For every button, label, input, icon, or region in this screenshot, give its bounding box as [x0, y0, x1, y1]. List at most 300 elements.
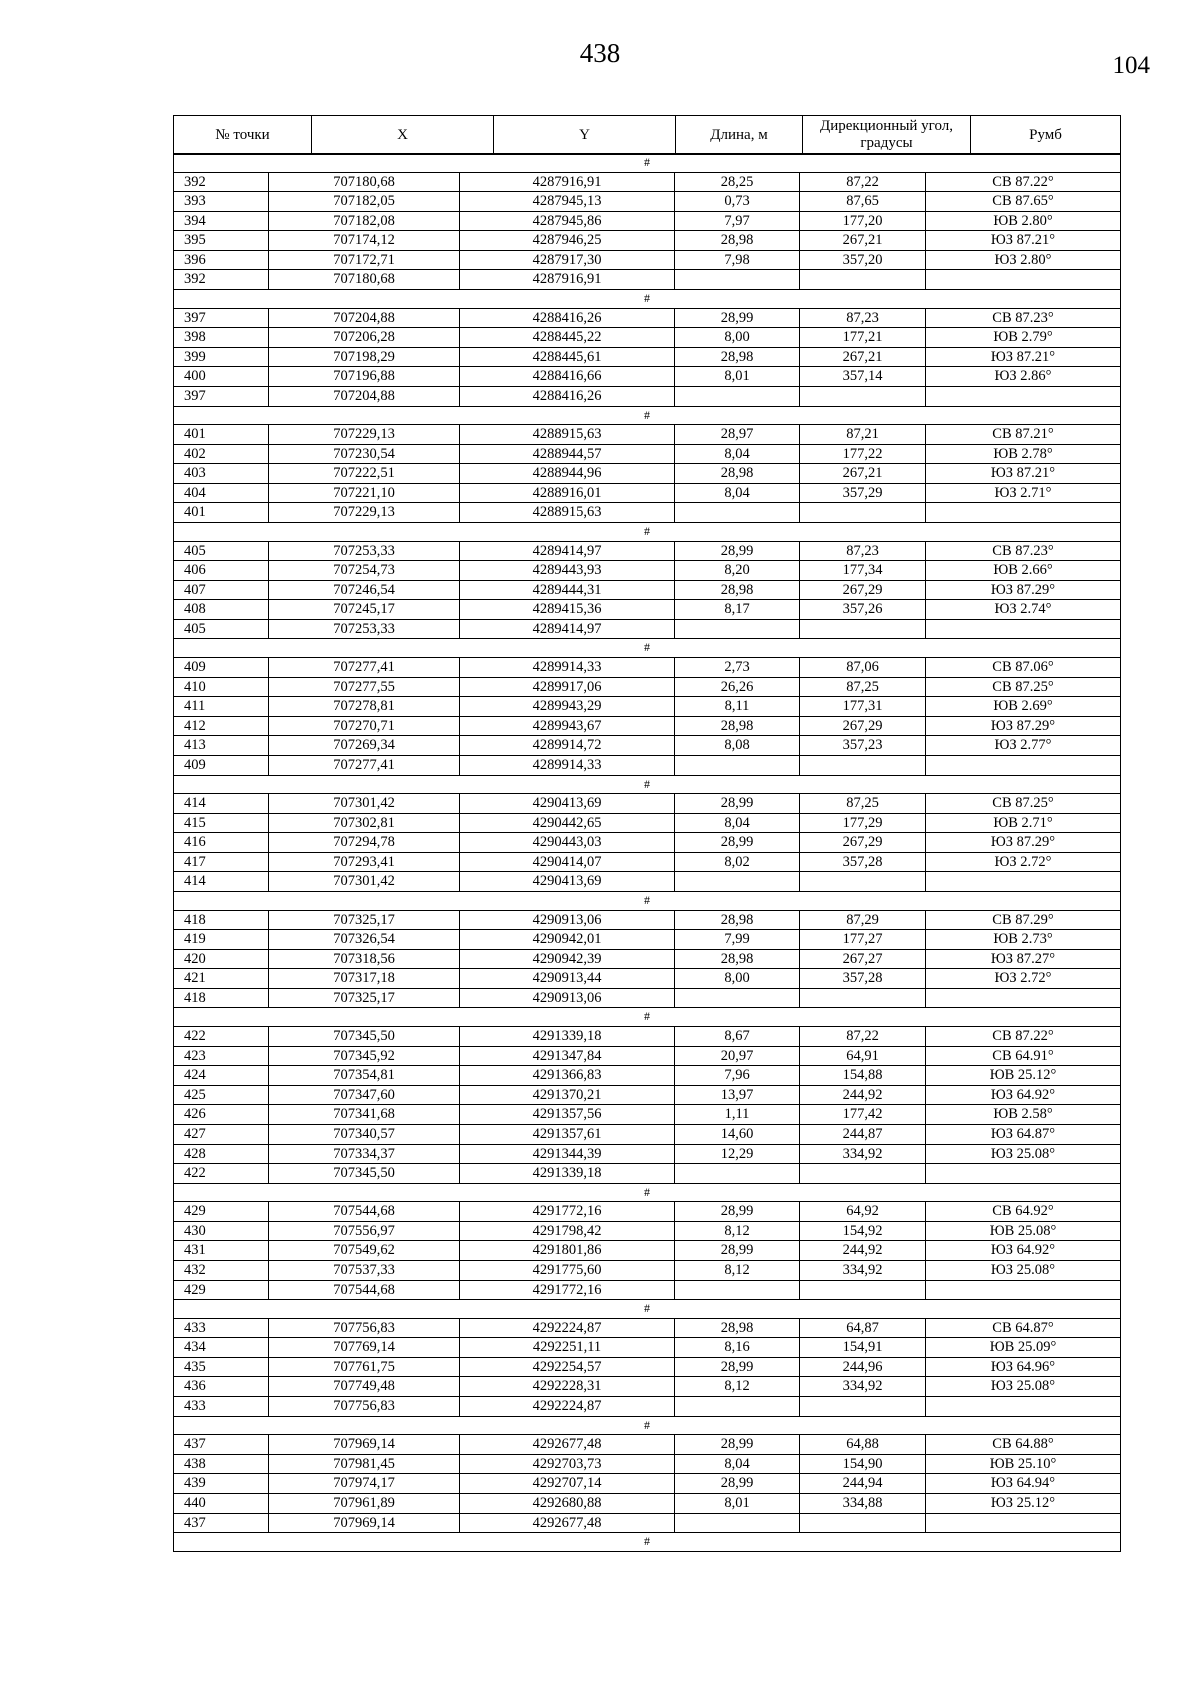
cell-length: 28,99 — [675, 1202, 800, 1222]
cell-point-number: 394 — [174, 211, 269, 231]
group-separator-row — [174, 892, 1121, 911]
group-separator-row — [174, 154, 1121, 173]
cell-point-number: 423 — [174, 1046, 269, 1066]
group-separator-row — [174, 290, 1121, 309]
cell-length: 8,01 — [675, 367, 800, 387]
cell-point-number: 419 — [174, 930, 269, 950]
cell-rumb: ЮВ 25.08° — [926, 1221, 1121, 1241]
cell-y-coordinate: 4291772,16 — [460, 1202, 675, 1222]
header-x: X — [312, 116, 494, 155]
cell-y-coordinate: 4289914,33 — [460, 755, 675, 775]
group-separator: # — [174, 892, 1121, 911]
cell-point-number: 438 — [174, 1454, 269, 1474]
cell-length: 2,73 — [675, 657, 800, 677]
cell-direction-angle: 87,22 — [800, 172, 926, 192]
cell-rumb: СВ 87.29° — [926, 910, 1121, 930]
cell-direction-angle — [800, 1513, 926, 1533]
cell-rumb — [926, 1397, 1121, 1417]
cell-y-coordinate: 4289914,33 — [460, 657, 675, 677]
cell-point-number: 407 — [174, 580, 269, 600]
cell-x-coordinate: 707204,88 — [269, 308, 460, 328]
cell-y-coordinate: 4289914,72 — [460, 736, 675, 756]
cell-direction-angle — [800, 386, 926, 406]
cell-x-coordinate: 707293,41 — [269, 852, 460, 872]
cell-point-number: 418 — [174, 988, 269, 1008]
cell-direction-angle — [800, 1280, 926, 1300]
cell-direction-angle — [800, 270, 926, 290]
cell-y-coordinate: 4291344,39 — [460, 1144, 675, 1164]
cell-x-coordinate: 707270,71 — [269, 716, 460, 736]
cell-x-coordinate: 707198,29 — [269, 347, 460, 367]
cell-length: 8,67 — [675, 1026, 800, 1046]
cell-rumb — [926, 1164, 1121, 1184]
cell-x-coordinate: 707277,55 — [269, 677, 460, 697]
cell-x-coordinate: 707301,42 — [269, 872, 460, 892]
group-separator-row — [174, 1008, 1121, 1027]
cell-direction-angle: 244,94 — [800, 1474, 926, 1494]
cell-direction-angle: 154,88 — [800, 1066, 926, 1086]
cell-direction-angle: 87,29 — [800, 910, 926, 930]
table-row — [174, 755, 1121, 775]
cell-x-coordinate: 707756,83 — [269, 1397, 460, 1417]
cell-length: 28,98 — [675, 716, 800, 736]
cell-y-coordinate: 4289443,93 — [460, 561, 675, 581]
table-row — [174, 1241, 1121, 1261]
cell-y-coordinate: 4292224,87 — [460, 1318, 675, 1338]
table-row — [174, 1454, 1121, 1474]
cell-length: 8,00 — [675, 969, 800, 989]
cell-point-number: 405 — [174, 541, 269, 561]
cell-y-coordinate: 4289414,97 — [460, 619, 675, 639]
cell-point-number: 414 — [174, 872, 269, 892]
table-row — [174, 697, 1121, 717]
cell-point-number: 440 — [174, 1493, 269, 1513]
cell-y-coordinate: 4290413,69 — [460, 872, 675, 892]
cell-rumb: ЮВ 2.78° — [926, 444, 1121, 464]
table-row — [174, 1105, 1121, 1125]
cell-length — [675, 1164, 800, 1184]
cell-y-coordinate: 4290442,65 — [460, 813, 675, 833]
cell-x-coordinate: 707302,81 — [269, 813, 460, 833]
cell-y-coordinate: 4288416,66 — [460, 367, 675, 387]
cell-point-number: 409 — [174, 657, 269, 677]
cell-y-coordinate: 4288944,57 — [460, 444, 675, 464]
cell-x-coordinate: 707325,17 — [269, 910, 460, 930]
cell-point-number: 429 — [174, 1280, 269, 1300]
coordinates-table-header — [173, 115, 1121, 155]
cell-y-coordinate: 4287945,13 — [460, 192, 675, 212]
cell-length: 28,98 — [675, 1318, 800, 1338]
cell-direction-angle — [800, 1397, 926, 1417]
table-row — [174, 1357, 1121, 1377]
cell-point-number: 437 — [174, 1513, 269, 1533]
table-row — [174, 677, 1121, 697]
cell-point-number: 422 — [174, 1026, 269, 1046]
cell-direction-angle: 357,28 — [800, 852, 926, 872]
cell-x-coordinate: 707229,13 — [269, 425, 460, 445]
cell-length: 8,02 — [675, 852, 800, 872]
cell-x-coordinate: 707180,68 — [269, 172, 460, 192]
cell-point-number: 406 — [174, 561, 269, 581]
cell-direction-angle: 267,21 — [800, 347, 926, 367]
cell-y-coordinate: 4291801,86 — [460, 1241, 675, 1261]
cell-x-coordinate: 707969,14 — [269, 1435, 460, 1455]
cell-direction-angle: 177,21 — [800, 328, 926, 348]
cell-direction-angle: 154,92 — [800, 1221, 926, 1241]
cell-point-number: 395 — [174, 231, 269, 251]
group-separator: # — [174, 154, 1121, 173]
cell-rumb: ЮЗ 2.72° — [926, 969, 1121, 989]
cell-y-coordinate: 4289444,31 — [460, 580, 675, 600]
table-row — [174, 872, 1121, 892]
cell-point-number: 424 — [174, 1066, 269, 1086]
cell-direction-angle: 334,92 — [800, 1377, 926, 1397]
page-number-top: 438 — [579, 38, 621, 68]
cell-direction-angle: 177,31 — [800, 697, 926, 717]
cell-point-number: 412 — [174, 716, 269, 736]
group-separator: # — [174, 775, 1121, 794]
cell-rumb — [926, 755, 1121, 775]
group-separator-row — [174, 1300, 1121, 1319]
cell-point-number: 399 — [174, 347, 269, 367]
cell-x-coordinate: 707537,33 — [269, 1261, 460, 1281]
cell-x-coordinate: 707254,73 — [269, 561, 460, 581]
group-separator: # — [174, 1533, 1121, 1552]
group-separator: # — [174, 1416, 1121, 1435]
cell-point-number: 416 — [174, 833, 269, 853]
group-separator-row — [174, 1416, 1121, 1435]
cell-length: 26,26 — [675, 677, 800, 697]
cell-length — [675, 1280, 800, 1300]
cell-x-coordinate: 707230,54 — [269, 444, 460, 464]
cell-y-coordinate: 4291370,21 — [460, 1085, 675, 1105]
cell-rumb: СВ 87.65° — [926, 192, 1121, 212]
cell-x-coordinate: 707317,18 — [269, 969, 460, 989]
cell-length: 8,04 — [675, 483, 800, 503]
cell-length: 28,99 — [675, 833, 800, 853]
cell-rumb: ЮЗ 64.96° — [926, 1357, 1121, 1377]
cell-x-coordinate: 707246,54 — [269, 580, 460, 600]
cell-length: 14,60 — [675, 1124, 800, 1144]
cell-direction-angle: 357,28 — [800, 969, 926, 989]
cell-y-coordinate: 4288445,22 — [460, 328, 675, 348]
cell-rumb: СВ 87.23° — [926, 541, 1121, 561]
cell-direction-angle: 177,27 — [800, 930, 926, 950]
cell-direction-angle: 87,25 — [800, 794, 926, 814]
table-row — [174, 192, 1121, 212]
cell-y-coordinate: 4290413,69 — [460, 794, 675, 814]
cell-x-coordinate: 707301,42 — [269, 794, 460, 814]
cell-length: 8,12 — [675, 1261, 800, 1281]
cell-point-number: 428 — [174, 1144, 269, 1164]
cell-direction-angle: 87,65 — [800, 192, 926, 212]
cell-rumb: ЮЗ 87.21° — [926, 231, 1121, 251]
cell-point-number: 433 — [174, 1318, 269, 1338]
group-separator: # — [174, 1008, 1121, 1027]
cell-y-coordinate: 4290913,44 — [460, 969, 675, 989]
cell-x-coordinate: 707180,68 — [269, 270, 460, 290]
cell-rumb — [926, 270, 1121, 290]
cell-direction-angle: 334,88 — [800, 1493, 926, 1513]
table-row — [174, 211, 1121, 231]
cell-y-coordinate: 4291798,42 — [460, 1221, 675, 1241]
cell-y-coordinate: 4287916,91 — [460, 172, 675, 192]
cell-direction-angle: 177,29 — [800, 813, 926, 833]
cell-rumb: СВ 87.22° — [926, 172, 1121, 192]
cell-point-number: 425 — [174, 1085, 269, 1105]
table-row — [174, 657, 1121, 677]
group-separator-row — [174, 775, 1121, 794]
cell-y-coordinate: 4287916,91 — [460, 270, 675, 290]
cell-direction-angle: 64,87 — [800, 1318, 926, 1338]
cell-rumb: ЮЗ 25.08° — [926, 1261, 1121, 1281]
table-row — [174, 172, 1121, 192]
cell-rumb: ЮЗ 87.27° — [926, 949, 1121, 969]
cell-y-coordinate: 4291339,18 — [460, 1026, 675, 1046]
cell-length: 13,97 — [675, 1085, 800, 1105]
cell-y-coordinate: 4288915,63 — [460, 425, 675, 445]
cell-x-coordinate: 707326,54 — [269, 930, 460, 950]
cell-length — [675, 503, 800, 523]
header-length: Длина, м — [676, 116, 803, 155]
cell-direction-angle: 87,06 — [800, 657, 926, 677]
cell-rumb: ЮВ 25.09° — [926, 1338, 1121, 1358]
cell-length: 8,12 — [675, 1221, 800, 1241]
cell-direction-angle — [800, 1164, 926, 1184]
cell-direction-angle: 244,92 — [800, 1085, 926, 1105]
cell-y-coordinate: 4289414,97 — [460, 541, 675, 561]
cell-direction-angle: 244,87 — [800, 1124, 926, 1144]
table-row — [174, 444, 1121, 464]
cell-point-number: 402 — [174, 444, 269, 464]
cell-x-coordinate: 707347,60 — [269, 1085, 460, 1105]
cell-length: 28,98 — [675, 347, 800, 367]
table-row — [174, 969, 1121, 989]
cell-rumb: СВ 64.88° — [926, 1435, 1121, 1455]
cell-direction-angle: 87,23 — [800, 308, 926, 328]
cell-x-coordinate: 707756,83 — [269, 1318, 460, 1338]
cell-rumb: ЮВ 2.69° — [926, 697, 1121, 717]
cell-x-coordinate: 707174,12 — [269, 231, 460, 251]
table-row — [174, 1026, 1121, 1046]
cell-x-coordinate: 707341,68 — [269, 1105, 460, 1125]
cell-x-coordinate: 707769,14 — [269, 1338, 460, 1358]
cell-length — [675, 1397, 800, 1417]
cell-x-coordinate: 707345,50 — [269, 1026, 460, 1046]
table-row — [174, 1066, 1121, 1086]
cell-rumb: СВ 87.25° — [926, 677, 1121, 697]
cell-direction-angle: 357,23 — [800, 736, 926, 756]
cell-y-coordinate: 4292677,48 — [460, 1513, 675, 1533]
table-row — [174, 619, 1121, 639]
cell-x-coordinate: 707222,51 — [269, 464, 460, 484]
cell-y-coordinate: 4291357,61 — [460, 1124, 675, 1144]
cell-point-number: 397 — [174, 308, 269, 328]
table-row — [174, 347, 1121, 367]
table-row — [174, 1124, 1121, 1144]
cell-point-number: 431 — [174, 1241, 269, 1261]
cell-rumb: ЮЗ 25.08° — [926, 1377, 1121, 1397]
group-separator-row — [174, 406, 1121, 425]
cell-x-coordinate: 707969,14 — [269, 1513, 460, 1533]
cell-length: 8,04 — [675, 813, 800, 833]
table-row — [174, 910, 1121, 930]
cell-direction-angle — [800, 619, 926, 639]
cell-rumb — [926, 1280, 1121, 1300]
cell-point-number: 404 — [174, 483, 269, 503]
table-row — [174, 464, 1121, 484]
cell-length: 28,99 — [675, 794, 800, 814]
group-separator-row — [174, 1533, 1121, 1552]
cell-rumb: ЮВ 2.73° — [926, 930, 1121, 950]
table-row — [174, 250, 1121, 270]
cell-y-coordinate: 4289917,06 — [460, 677, 675, 697]
cell-length: 28,98 — [675, 231, 800, 251]
cell-point-number: 426 — [174, 1105, 269, 1125]
cell-rumb — [926, 1513, 1121, 1533]
cell-direction-angle — [800, 872, 926, 892]
cell-x-coordinate: 707354,81 — [269, 1066, 460, 1086]
cell-direction-angle: 64,91 — [800, 1046, 926, 1066]
cell-y-coordinate: 4292703,73 — [460, 1454, 675, 1474]
table-row — [174, 231, 1121, 251]
cell-length: 20,97 — [675, 1046, 800, 1066]
cell-x-coordinate: 707229,13 — [269, 503, 460, 523]
cell-x-coordinate: 707182,05 — [269, 192, 460, 212]
cell-direction-angle: 87,23 — [800, 541, 926, 561]
table-row — [174, 1513, 1121, 1533]
cell-point-number: 392 — [174, 270, 269, 290]
cell-y-coordinate: 4289943,67 — [460, 716, 675, 736]
cell-length — [675, 619, 800, 639]
cell-x-coordinate: 707334,37 — [269, 1144, 460, 1164]
cell-length: 28,99 — [675, 1435, 800, 1455]
table-row — [174, 988, 1121, 1008]
cell-rumb: ЮВ 2.71° — [926, 813, 1121, 833]
cell-x-coordinate: 707277,41 — [269, 657, 460, 677]
cell-direction-angle: 267,29 — [800, 716, 926, 736]
cell-x-coordinate: 707345,50 — [269, 1164, 460, 1184]
cell-length: 7,99 — [675, 930, 800, 950]
table-row — [174, 833, 1121, 853]
cell-direction-angle: 177,42 — [800, 1105, 926, 1125]
cell-rumb: ЮЗ 2.71° — [926, 483, 1121, 503]
cell-length: 28,98 — [675, 464, 800, 484]
cell-y-coordinate: 4287917,30 — [460, 250, 675, 270]
cell-point-number: 403 — [174, 464, 269, 484]
cell-direction-angle: 357,14 — [800, 367, 926, 387]
table-row — [174, 1377, 1121, 1397]
table-row — [174, 1221, 1121, 1241]
cell-rumb: ЮВ 2.79° — [926, 328, 1121, 348]
cell-x-coordinate: 707294,78 — [269, 833, 460, 853]
cell-point-number: 413 — [174, 736, 269, 756]
cell-x-coordinate: 707345,92 — [269, 1046, 460, 1066]
cell-direction-angle: 64,92 — [800, 1202, 926, 1222]
cell-length: 8,16 — [675, 1338, 800, 1358]
cell-point-number: 401 — [174, 425, 269, 445]
cell-point-number: 434 — [174, 1338, 269, 1358]
table-row — [174, 580, 1121, 600]
cell-length — [675, 1513, 800, 1533]
cell-point-number: 392 — [174, 172, 269, 192]
table-row — [174, 308, 1121, 328]
cell-y-coordinate: 4291339,18 — [460, 1164, 675, 1184]
table-row — [174, 813, 1121, 833]
cell-point-number: 418 — [174, 910, 269, 930]
cell-point-number: 401 — [174, 503, 269, 523]
cell-rumb: ЮЗ 64.87° — [926, 1124, 1121, 1144]
cell-y-coordinate: 4290913,06 — [460, 910, 675, 930]
group-separator: # — [174, 639, 1121, 658]
table-row — [174, 1318, 1121, 1338]
cell-direction-angle: 334,92 — [800, 1261, 926, 1281]
cell-length: 8,11 — [675, 697, 800, 717]
cell-x-coordinate: 707974,17 — [269, 1474, 460, 1494]
header-y: Y — [494, 116, 676, 155]
cell-x-coordinate: 707549,62 — [269, 1241, 460, 1261]
cell-length: 8,01 — [675, 1493, 800, 1513]
cell-y-coordinate: 4290443,03 — [460, 833, 675, 853]
cell-rumb: ЮЗ 87.29° — [926, 716, 1121, 736]
group-separator: # — [174, 290, 1121, 309]
table-row — [174, 736, 1121, 756]
cell-point-number: 429 — [174, 1202, 269, 1222]
cell-y-coordinate: 4292707,14 — [460, 1474, 675, 1494]
cell-rumb: СВ 64.91° — [926, 1046, 1121, 1066]
table-row — [174, 1085, 1121, 1105]
cell-x-coordinate: 707340,57 — [269, 1124, 460, 1144]
cell-length — [675, 755, 800, 775]
cell-y-coordinate: 4288944,96 — [460, 464, 675, 484]
table-row — [174, 949, 1121, 969]
cell-rumb — [926, 872, 1121, 892]
table-row — [174, 716, 1121, 736]
cell-rumb: ЮВ 2.80° — [926, 211, 1121, 231]
cell-y-coordinate: 4292254,57 — [460, 1357, 675, 1377]
cell-rumb: ЮЗ 25.08° — [926, 1144, 1121, 1164]
cell-rumb: СВ 64.92° — [926, 1202, 1121, 1222]
table-row — [174, 367, 1121, 387]
cell-rumb: СВ 87.06° — [926, 657, 1121, 677]
cell-length: 12,29 — [675, 1144, 800, 1164]
table-row — [174, 503, 1121, 523]
cell-x-coordinate: 707172,71 — [269, 250, 460, 270]
cell-length: 7,98 — [675, 250, 800, 270]
cell-length: 28,25 — [675, 172, 800, 192]
cell-y-coordinate: 4288915,63 — [460, 503, 675, 523]
cell-x-coordinate: 707544,68 — [269, 1280, 460, 1300]
cell-rumb: ЮЗ 2.80° — [926, 250, 1121, 270]
page-number-side: 104 — [1112, 52, 1150, 79]
group-separator-row — [174, 1183, 1121, 1202]
cell-rumb — [926, 619, 1121, 639]
header-rumb: Румб — [971, 116, 1121, 155]
table-row — [174, 386, 1121, 406]
cell-rumb — [926, 988, 1121, 1008]
cell-y-coordinate: 4292251,11 — [460, 1338, 675, 1358]
table-row — [174, 541, 1121, 561]
cell-length: 0,73 — [675, 192, 800, 212]
cell-direction-angle: 267,29 — [800, 833, 926, 853]
cell-rumb: ЮВ 2.66° — [926, 561, 1121, 581]
cell-point-number: 436 — [174, 1377, 269, 1397]
cell-direction-angle: 87,22 — [800, 1026, 926, 1046]
cell-point-number: 411 — [174, 697, 269, 717]
table-row — [174, 600, 1121, 620]
cell-y-coordinate: 4287946,25 — [460, 231, 675, 251]
cell-point-number: 396 — [174, 250, 269, 270]
